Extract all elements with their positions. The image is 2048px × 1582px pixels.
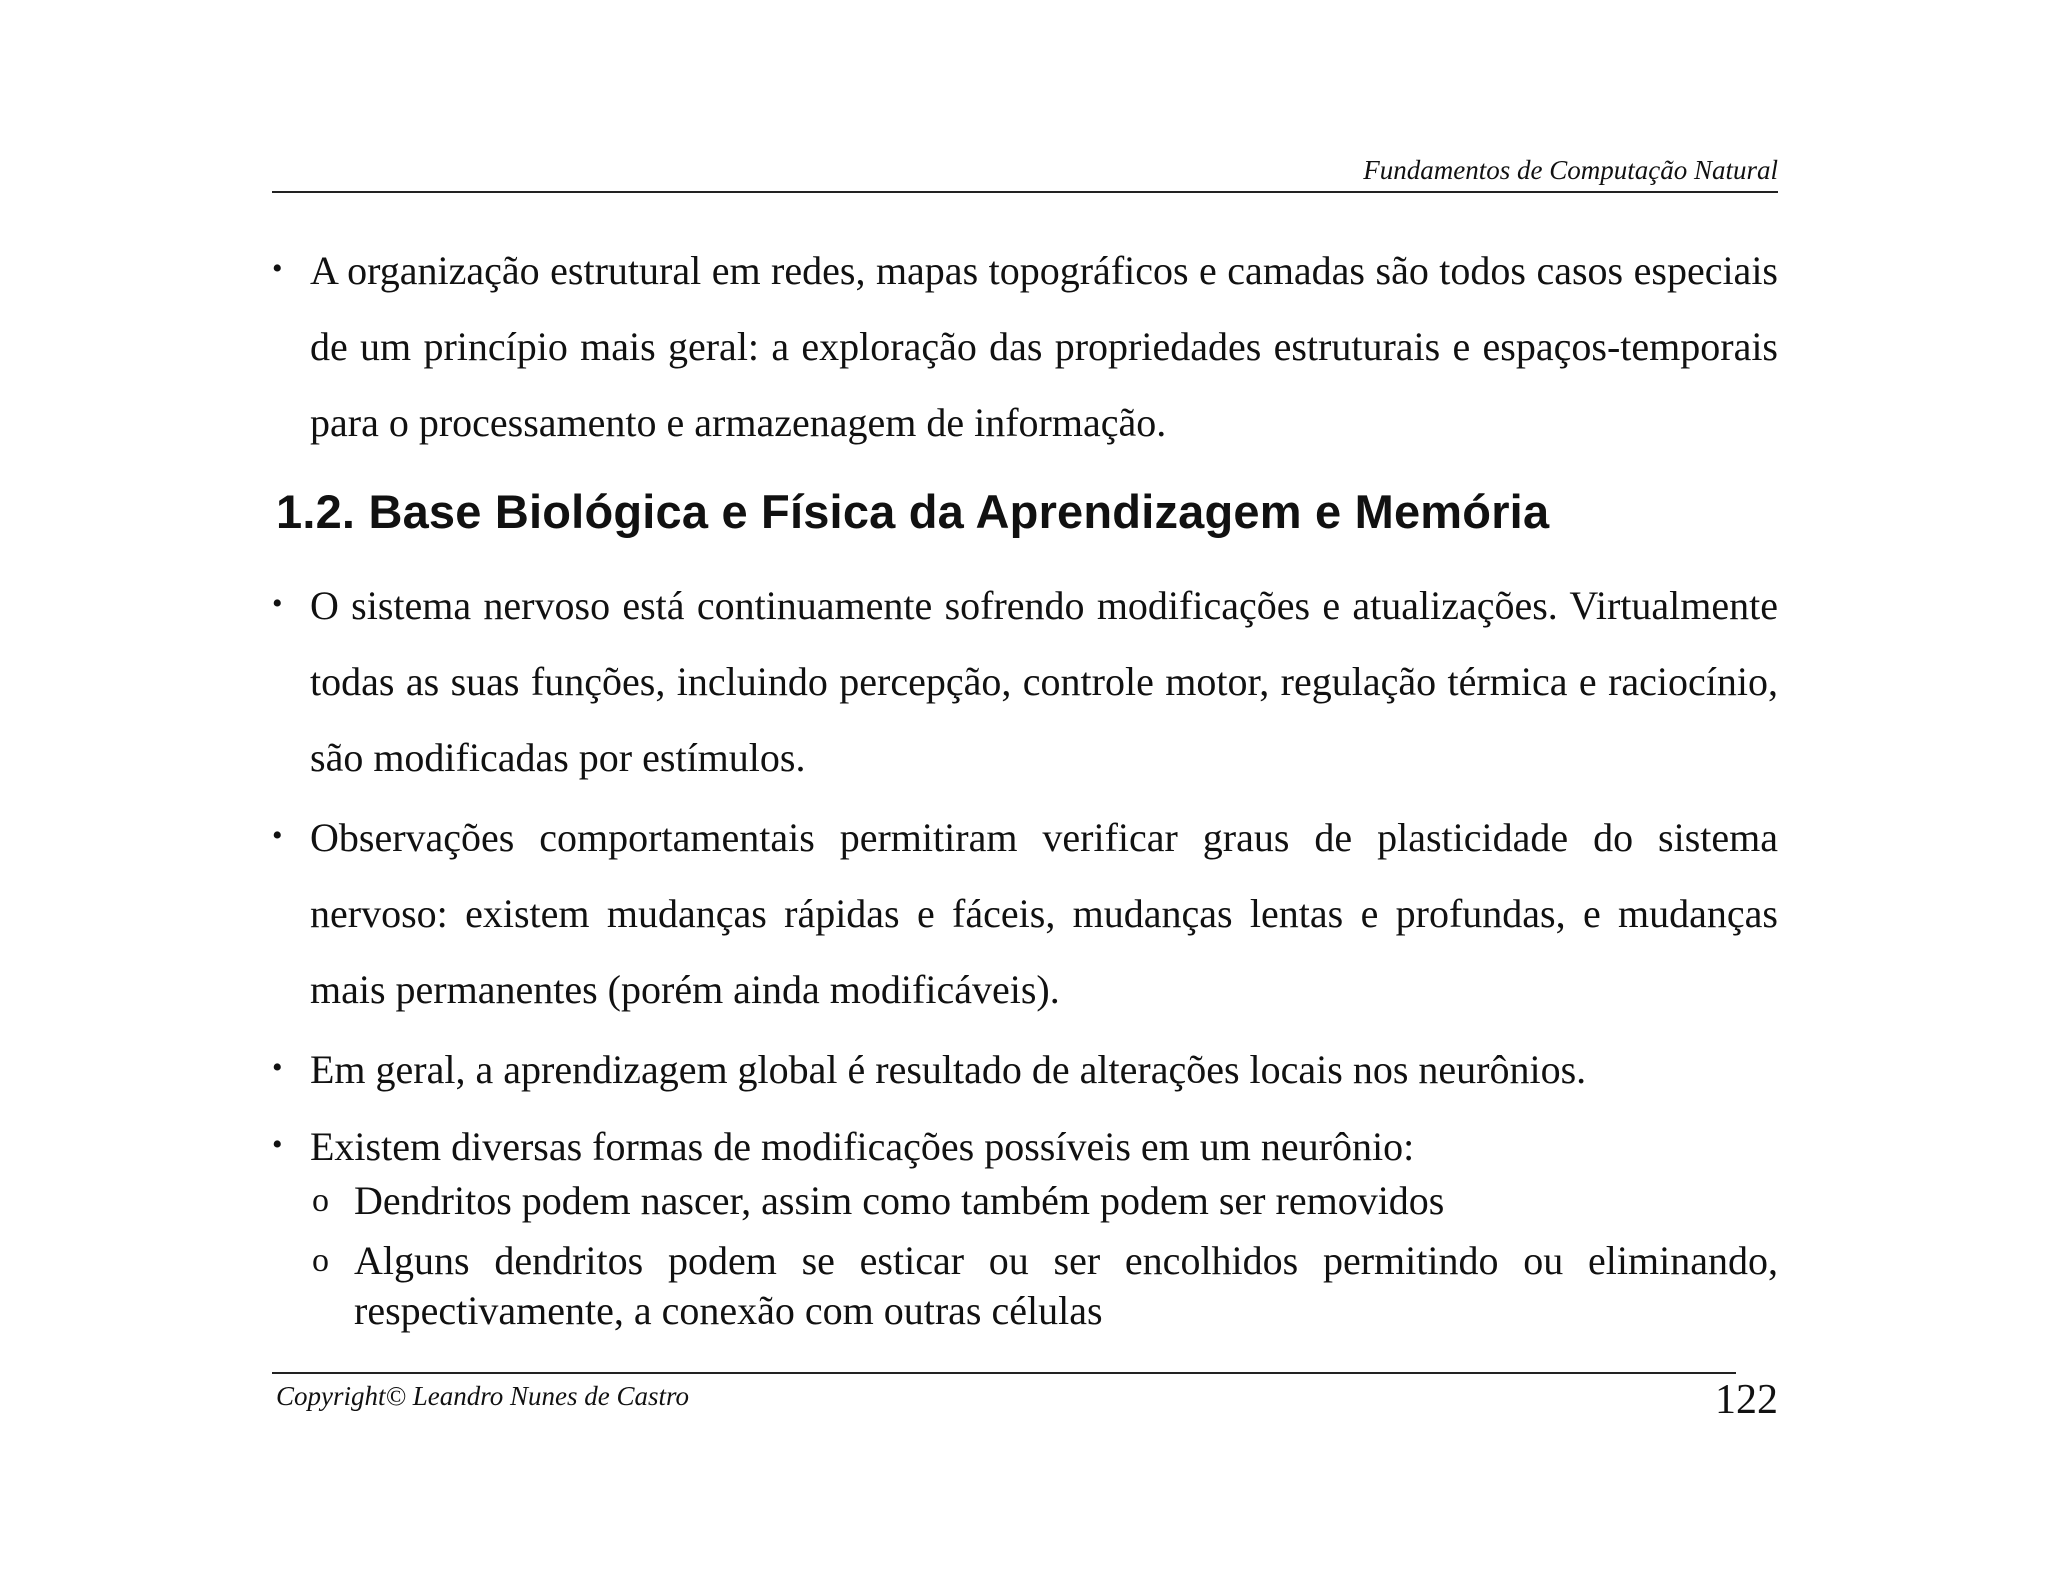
- footer-copyright: Copyright© Leandro Nunes de Castro: [276, 1381, 690, 1411]
- header-divider: [272, 191, 1778, 193]
- bullet-dot-icon: •: [272, 587, 283, 620]
- footer-divider: [272, 1372, 1736, 1374]
- bullet-text: Em geral, a aprendizagem global é resultado de alterações locais nos neurônios.: [310, 1047, 1587, 1092]
- bullet-dot-icon: •: [272, 252, 283, 285]
- bullet-global-learning: [272, 1032, 1778, 1108]
- bullet-behavioral-observations: [272, 800, 1778, 1028]
- sub-item-text: Dendritos podem nascer, assim como também podem ser removidos: [354, 1178, 1445, 1223]
- sub-item-dendrites-born: [310, 1176, 1778, 1226]
- bullet-structural-organization: [272, 233, 1778, 461]
- circle-bullet-icon: o: [312, 1242, 329, 1279]
- running-header-title: Fundamentos de Computação Natural: [1363, 155, 1778, 185]
- sub-list: [310, 1176, 1778, 1336]
- bullet-dot-icon: •: [272, 1051, 283, 1084]
- bullet-text: A organização estrutural em redes, mapas topográficos e camadas são todos casos especiais de um princípio mais geral: a exploração das propriedades estruturais e espaços-temporais para o processamento e armazenagem de informação.: [310, 248, 1778, 445]
- sub-item-dendrites-stretch: [310, 1236, 1778, 1336]
- sub-item-text: Alguns dendritos podem se esticar ou ser encolhidos permitindo ou eliminando, respectivamente, a conexão com outras células: [354, 1238, 1778, 1333]
- bullet-text: O sistema nervoso está continuamente sofrendo modificações e atualizações. Virtualmente todas as suas funções, incluindo percepção, controle motor, regulação térmica e raciocínio, são modificadas por estímulos.: [310, 583, 1778, 780]
- bullet-text: Existem diversas formas de modificações possíveis em um neurônio:: [310, 1124, 1415, 1169]
- section-heading: 1.2. Base Biológica e Física da Aprendizagem e Memória: [276, 485, 1550, 538]
- bullet-neuron-modifications: [272, 1118, 1778, 1176]
- bullet-dot-icon: •: [272, 819, 283, 852]
- bullet-text: Observações comportamentais permitiram verificar graus de plasticidade do sistema nervoso: existem mudanças rápidas e fáceis, mudanças lentas e profundas, e mudanças mais permanentes (porém ainda modificáveis).: [310, 815, 1778, 1012]
- bullet-nervous-system: [272, 568, 1778, 796]
- circle-bullet-icon: o: [312, 1182, 329, 1219]
- bullet-dot-icon: •: [272, 1128, 283, 1161]
- page-number: 122: [1715, 1377, 1778, 1423]
